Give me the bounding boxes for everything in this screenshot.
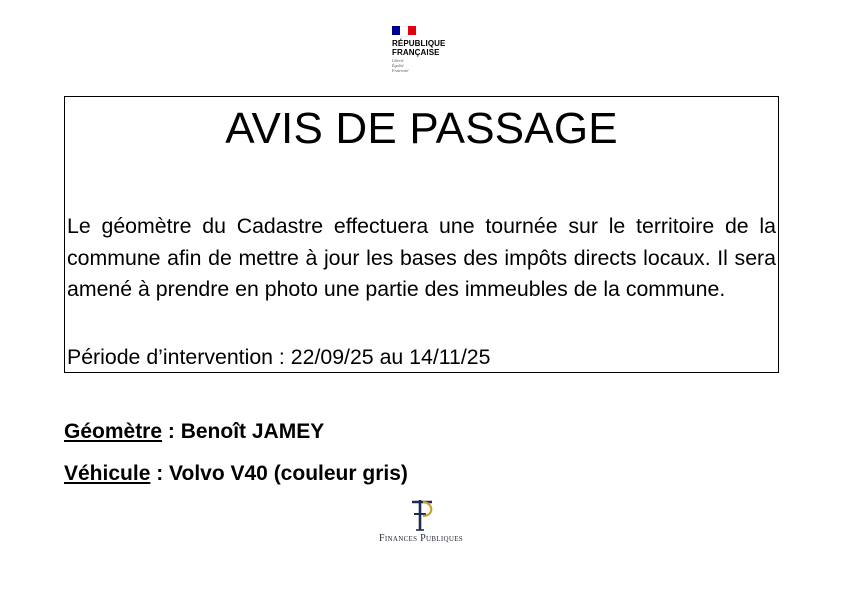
notice-body: Le géomètre du Cadastre effectuera une tournée sur le territoire de la commune afin de mettre à jour les bases des impôts directs locaux. Il sera amené à prendre en photo une partie des immeubles de la commune.	[67, 214, 776, 301]
republic-motto	[392, 58, 408, 73]
notice-box	[64, 96, 779, 373]
republic-name	[392, 39, 445, 57]
french-flag-icon	[392, 26, 416, 35]
republique-francaise-logo	[392, 26, 462, 80]
motto-egalite: Égalité	[392, 63, 404, 68]
motto-fraternite: Fraternité	[392, 68, 409, 73]
notice-title: AVIS DE PASSAGE	[225, 104, 618, 153]
geometre-line	[64, 418, 324, 446]
republic-line1: RÉPUBLIQUE	[392, 39, 446, 48]
republic-line2: FRANÇAISE	[392, 48, 440, 57]
motto-liberte: Liberté	[392, 58, 404, 63]
finances-publiques-icon	[402, 498, 438, 532]
notice-period: Période d’intervention : 22/09/25 au 14/11/25	[67, 345, 491, 369]
vehicule-line	[64, 460, 408, 488]
finances-publiques-caption: Finances Publiques	[379, 533, 463, 544]
geometre-label: Géomètre	[64, 420, 163, 443]
finances-publiques-logo	[358, 498, 484, 548]
geometre-value: : Benoît JAMEY	[162, 420, 325, 443]
vehicule-value: : Volvo V40 (couleur gris)	[150, 462, 408, 485]
vehicule-label: Véhicule	[64, 462, 151, 485]
